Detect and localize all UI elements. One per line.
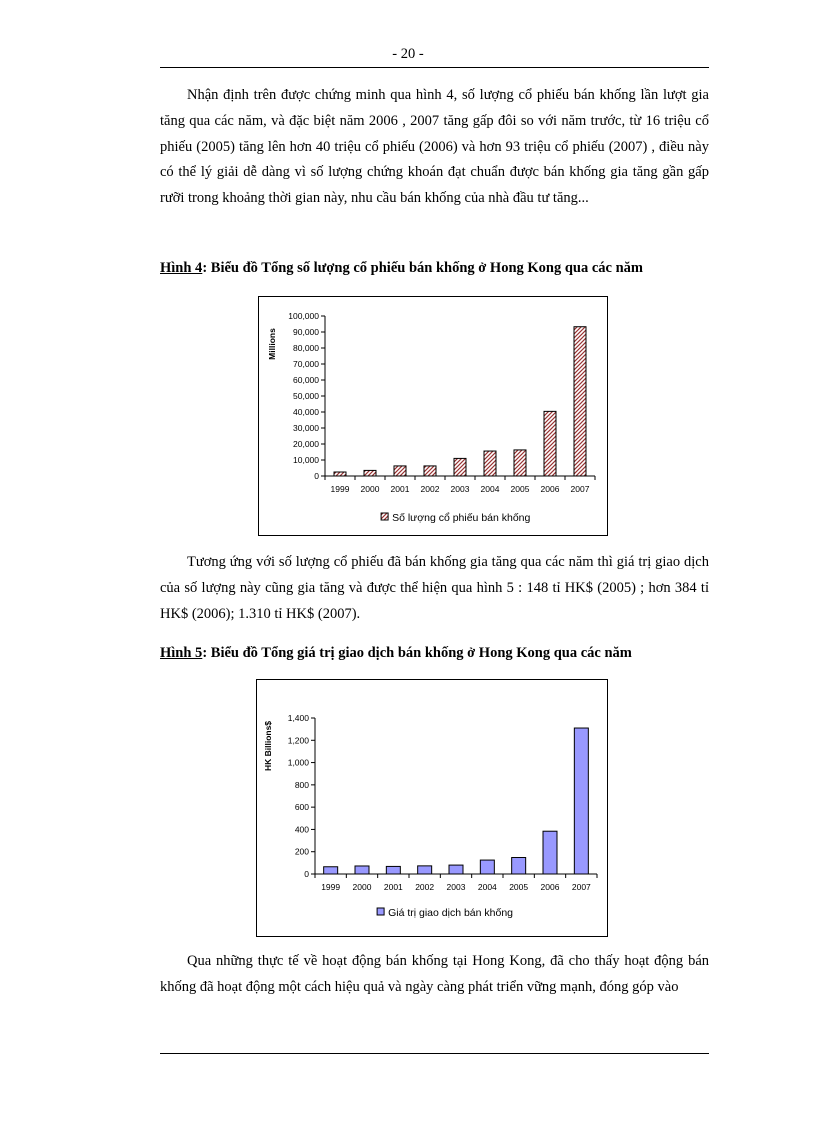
figure-5-label: Hình 5	[160, 645, 203, 661]
y-tick-label: 0	[304, 869, 309, 879]
figure-4-label: Hình 4	[160, 260, 203, 276]
x-tick-label: 2003	[446, 882, 466, 892]
y-tick-label: 10,000	[293, 455, 319, 465]
bar-2007	[574, 327, 586, 476]
figure-5-title: : Biểu đồ Tổng giá trị giao dịch bán khống ở Hong Kong qua các năm	[202, 645, 632, 661]
paragraph-3: Qua những thực tế về hoạt động bán khống tại Hong Kong, đã cho thấy hoạt động bán khống đã hoạt động một cách hiệu quả và ngày càng phát triển vững mạnh, đóng góp vào	[160, 953, 709, 995]
bar-1999	[324, 867, 338, 874]
x-tick-label: 2000	[352, 882, 372, 892]
page-number: - 20 -	[392, 46, 424, 62]
bar-2007	[574, 728, 588, 874]
bar-2001	[386, 866, 400, 874]
x-tick-label: 1999	[330, 484, 350, 494]
y-tick-label: 80,000	[293, 343, 319, 353]
x-tick-label: 2004	[480, 484, 500, 494]
y-tick-label: 90,000	[293, 327, 319, 337]
chart-figure-4	[258, 296, 608, 536]
y-tick-label: 70,000	[293, 359, 319, 369]
bar-2002	[424, 466, 436, 476]
x-tick-label: 2001	[383, 882, 403, 892]
bar-2006	[543, 831, 557, 874]
x-tick-label: 2007	[571, 882, 591, 892]
chart-5-svg	[257, 680, 607, 936]
paragraph-2: Tương ứng với số lượng cổ phiếu đã bán khống gia tăng qua các năm thì giá trị giao dịch của số lượng này cũng gia tăng và được thể hiện qua hình 5 : 148 tỉ HK$ (2005) ; hơn 384 tỉ HK$ (2006); 1.310 tỉ HK$ (2007).	[160, 554, 709, 622]
figure-4-title: : Biểu đồ Tổng số lượng cổ phiếu bán khống ở Hong Kong qua các năm	[202, 260, 643, 276]
x-tick-label: 2004	[477, 882, 497, 892]
x-tick-label: 2003	[450, 484, 470, 494]
legend-swatch	[377, 908, 384, 915]
y-tick-label: 1,200	[287, 735, 309, 746]
y-axis-label: HK Billions$	[263, 720, 273, 772]
bar-2004	[484, 451, 496, 476]
footer-rule	[160, 1053, 709, 1054]
y-tick-label: 20,000	[293, 439, 319, 449]
x-tick-label: 2006	[540, 484, 560, 494]
y-tick-label: 200	[294, 846, 309, 857]
x-tick-label: 2002	[420, 484, 440, 494]
y-tick-label: 0	[314, 471, 319, 481]
bar-2004	[480, 860, 494, 874]
paragraph-1: Nhận định trên được chứng minh qua hình 4, số lượng cổ phiếu bán khống lần lượt gia tăng qua các năm, và đặc biệt năm 2006 , 2007 tăng gấp đôi so với năm trước, từ 16 triệu cổ phiếu (2005) tăng lên hơn 40 triệu cổ phiếu (2006) và hơn 93 triệu cổ phiếu (2007) , điều này có thể lý giải dễ dàng vì số lượng chứng khoán đạt chuẩn được bán khống gia tăng gần gấp rưỡi trong khoảng thời gian này, nhu cầu bán khống của nhà đầu tư tăng...	[160, 87, 709, 207]
figure-5-caption	[160, 645, 709, 662]
x-tick-label: 2001	[390, 484, 410, 494]
y-tick-label: 60,000	[293, 375, 319, 385]
y-tick-label: 1,400	[287, 713, 309, 723]
y-tick-label: 100,000	[288, 311, 319, 321]
legend-label: Số lượng cổ phiếu bán khống	[392, 512, 531, 524]
bar-2005	[514, 450, 526, 476]
bar-1999	[334, 472, 346, 476]
legend-swatch	[381, 513, 388, 520]
y-tick-label: 1,000	[287, 757, 309, 768]
bar-2000	[355, 866, 369, 874]
x-tick-label: 2005	[509, 882, 529, 892]
chart-4-svg	[259, 297, 607, 535]
y-axis-label: Millions	[267, 328, 277, 360]
figure-4-caption	[160, 260, 709, 277]
y-tick-label: 50,000	[293, 391, 319, 401]
bar-2006	[544, 411, 556, 476]
x-tick-label: 2005	[510, 484, 530, 494]
bar-2002	[418, 866, 432, 874]
bar-2005	[512, 858, 526, 874]
y-tick-label: 40,000	[293, 407, 319, 417]
x-tick-label: 2007	[570, 484, 590, 494]
x-tick-label: 2006	[540, 882, 560, 892]
bar-2003	[449, 865, 463, 874]
bar-2003	[454, 458, 466, 476]
x-tick-label: 2000	[360, 484, 380, 494]
bar-2000	[364, 470, 376, 476]
y-tick-label: 30,000	[293, 423, 319, 433]
bar-2001	[394, 466, 406, 476]
y-tick-label: 800	[294, 779, 309, 790]
legend-label: Giá trị giao dịch bán khống	[388, 907, 514, 919]
x-tick-label: 1999	[321, 882, 341, 892]
header-rule	[160, 67, 709, 68]
chart-figure-5	[256, 679, 608, 937]
y-tick-label: 400	[294, 824, 309, 835]
x-tick-label: 2002	[415, 882, 435, 892]
y-tick-label: 600	[294, 802, 309, 813]
